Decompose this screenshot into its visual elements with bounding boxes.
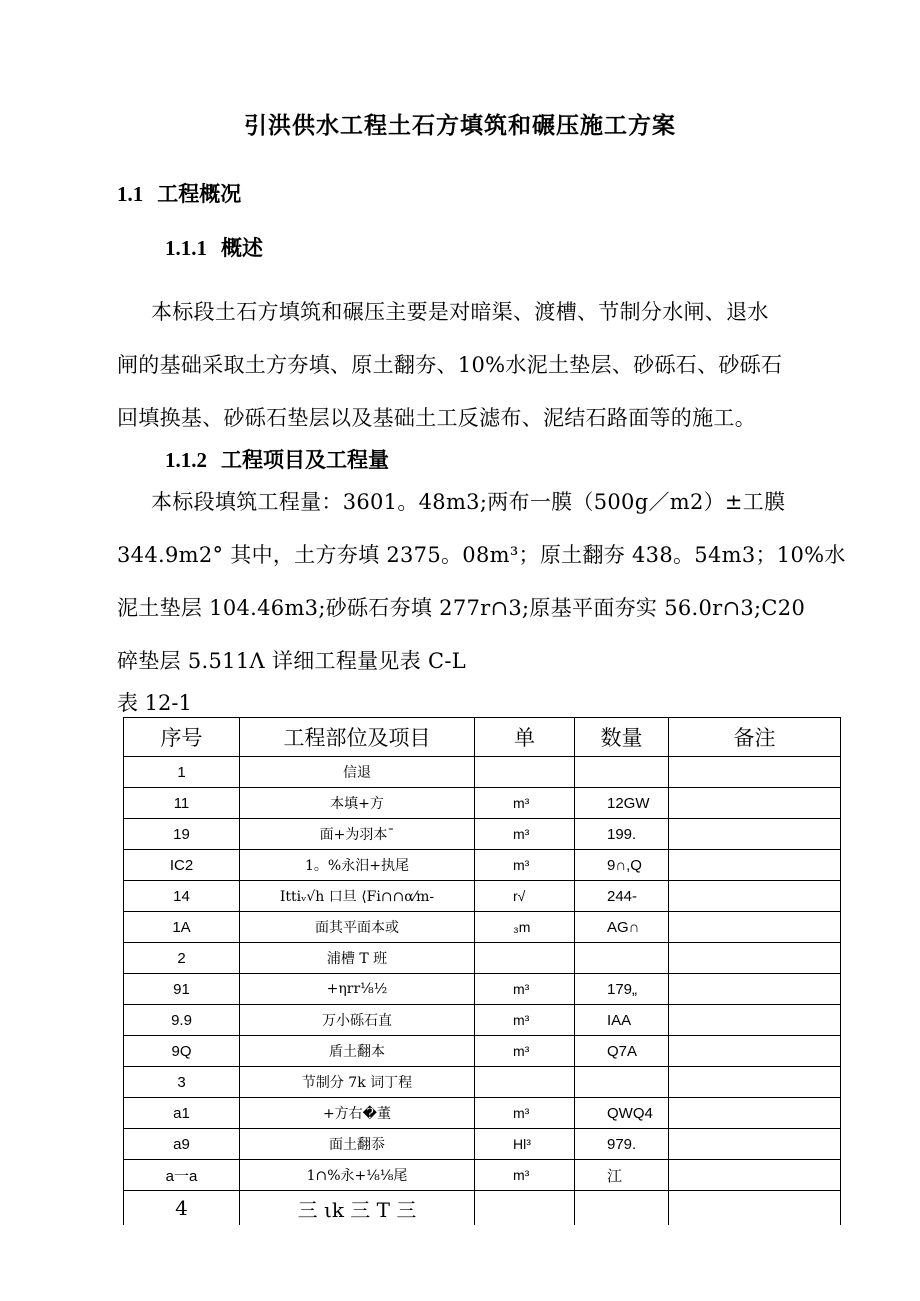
table-header-row — [124, 718, 841, 757]
table-caption: 表 12-1 — [117, 691, 192, 715]
cell-no: 9Q — [124, 1036, 240, 1067]
cell-no: 9.9 — [124, 1005, 240, 1036]
cell-unit: m³ — [475, 1005, 575, 1036]
paragraph-line: 泥土垫层 104.46m3;砂砾石夯填 277r∩3;原基平面夯实 56.0r∩3;C20 — [117, 596, 806, 620]
cell-item: 面土翻忝 — [240, 1129, 475, 1160]
table-row — [124, 819, 841, 850]
header-no: 序号 — [124, 718, 240, 757]
table-row — [124, 1160, 841, 1191]
cell-note — [669, 1160, 841, 1191]
cell-no: 91 — [124, 974, 240, 1005]
cell-qty: 244- — [575, 881, 669, 912]
paragraph-line: 回填换基、砂砾石垫层以及基础土工反滤布、泥结石路面等的施工。 — [117, 406, 756, 430]
cell-qty: QWQ4 — [575, 1098, 669, 1129]
cell-item: 本填+方 — [240, 788, 475, 819]
cell-item: 信退 — [240, 757, 475, 788]
cell-note — [669, 943, 841, 974]
cell-qty — [575, 943, 669, 974]
cell-qty: Q7A — [575, 1036, 669, 1067]
paragraph-line: 本标段填筑工程量：3601。48m3;两布一膜（500g／m2）±工膜 — [151, 490, 786, 514]
cell-unit — [475, 943, 575, 974]
cell-unit — [475, 1067, 575, 1098]
cell-qty — [575, 757, 669, 788]
cell-item: 面+为羽本ˉ — [240, 819, 475, 850]
cell-unit: ₃m — [475, 912, 575, 943]
cell-unit: m³ — [475, 1160, 575, 1191]
table-row — [124, 1129, 841, 1160]
table-row — [124, 850, 841, 881]
cell-unit — [475, 757, 575, 788]
cell-no: 19 — [124, 819, 240, 850]
paragraph-line: 碎垫层 5.511Λ 详细工程量见表 C-L — [117, 649, 467, 673]
section-heading — [117, 178, 241, 208]
cell-unit: m³ — [475, 819, 575, 850]
cell-unit: m³ — [475, 788, 575, 819]
cell-note — [669, 850, 841, 881]
cell-note — [669, 1129, 841, 1160]
table-row — [124, 881, 841, 912]
cell-no: 11 — [124, 788, 240, 819]
cell-item: 浦槽 T 班 — [240, 943, 475, 974]
header-unit: 单 — [475, 718, 575, 757]
cell-no: 3 — [124, 1067, 240, 1098]
cell-qty: 12GW — [575, 788, 669, 819]
cell-qty: 江 — [575, 1160, 669, 1191]
cell-no: 1A — [124, 912, 240, 943]
cell-unit: m³ — [475, 1098, 575, 1129]
cell-item: 1∩%永+⅛⅛尾 — [240, 1160, 475, 1191]
table-row — [124, 1005, 841, 1036]
section-title: 工程概况 — [157, 182, 242, 206]
overview-paragraph — [117, 286, 827, 445]
cell-qty: IAA — [575, 1005, 669, 1036]
header-note: 备注 — [669, 718, 841, 757]
cell-item: 节制分 7k 词丁程 — [240, 1067, 475, 1098]
cell-no: 14 — [124, 881, 240, 912]
cell-note — [669, 1005, 841, 1036]
cell-qty — [575, 1067, 669, 1098]
cell-unit: r√ — [475, 881, 575, 912]
cell-item: Ittiᵥ√h 口旦 ⟨Fi∩∩α⁄m- — [240, 881, 475, 912]
header-item: 工程部位及项目 — [240, 718, 475, 757]
cell-qty: 979. — [575, 1129, 669, 1160]
cell-no: IC2 — [124, 850, 240, 881]
subsection-title: 概述 — [221, 236, 263, 260]
cell-no: a一a — [124, 1160, 240, 1191]
header-qty: 数量 — [575, 718, 669, 757]
table-row — [124, 1191, 841, 1226]
cell-qty — [575, 1191, 669, 1226]
cell-no: a1 — [124, 1098, 240, 1129]
table-body — [124, 757, 841, 1226]
subsection-number: 1.1.2 — [165, 448, 207, 472]
cell-unit: m³ — [475, 974, 575, 1005]
cell-note — [669, 819, 841, 850]
cell-note — [669, 1191, 841, 1226]
cell-no: 1 — [124, 757, 240, 788]
cell-unit: Hl³ — [475, 1129, 575, 1160]
quantity-table — [123, 717, 841, 1225]
cell-no: a9 — [124, 1129, 240, 1160]
cell-item: 面其平面本或 — [240, 912, 475, 943]
subsection-number: 1.1.1 — [165, 236, 207, 260]
cell-note — [669, 757, 841, 788]
cell-unit — [475, 1191, 575, 1226]
cell-qty: 9∩,Q — [575, 850, 669, 881]
table-row — [124, 943, 841, 974]
cell-note — [669, 912, 841, 943]
cell-note — [669, 881, 841, 912]
cell-no: 2 — [124, 943, 240, 974]
cell-item: +ηrr⅛½ — [240, 974, 475, 1005]
cell-qty: AG∩ — [575, 912, 669, 943]
cell-no: 4 — [124, 1191, 240, 1226]
cell-item: 1。%永汨+执尾 — [240, 850, 475, 881]
subsection-heading-quantities — [165, 444, 389, 474]
paragraph-line: 闸的基础采取土方夯填、原土翻夯、10%水泥土垫层、砂砾石、砂砾石 — [117, 353, 783, 377]
cell-qty: 199. — [575, 819, 669, 850]
table-row — [124, 757, 841, 788]
cell-note — [669, 1098, 841, 1129]
table-row — [124, 1067, 841, 1098]
section-number: 1.1 — [117, 182, 144, 206]
cell-unit: m³ — [475, 850, 575, 881]
table-row — [124, 788, 841, 819]
cell-note — [669, 1036, 841, 1067]
cell-note — [669, 974, 841, 1005]
cell-item: 万小砾石直 — [240, 1005, 475, 1036]
cell-unit: m³ — [475, 1036, 575, 1067]
cell-item: 盾土翻本 — [240, 1036, 475, 1067]
cell-note — [669, 788, 841, 819]
subsection-heading-overview — [165, 232, 263, 262]
cell-note — [669, 1067, 841, 1098]
cell-qty: 179„ — [575, 974, 669, 1005]
quantities-paragraph — [117, 476, 846, 688]
document-title: 引洪供水工程土石方填筑和碾压施工方案 — [244, 113, 676, 139]
cell-item: +方右�董 — [240, 1098, 475, 1129]
table-row — [124, 1098, 841, 1129]
subsection-title: 工程项目及工程量 — [221, 448, 389, 472]
table-row — [124, 1036, 841, 1067]
table-row — [124, 912, 841, 943]
paragraph-line: 344.9m2° 其中，土方夯填 2375。08m³；原土翻夯 438。54m3；10%水 — [117, 543, 846, 567]
table-row — [124, 974, 841, 1005]
cell-item: 三 ιk 三 T 三 — [240, 1191, 475, 1226]
paragraph-line: 本标段土石方填筑和碾压主要是对暗渠、渡槽、节制分水闸、退水 — [151, 300, 769, 324]
